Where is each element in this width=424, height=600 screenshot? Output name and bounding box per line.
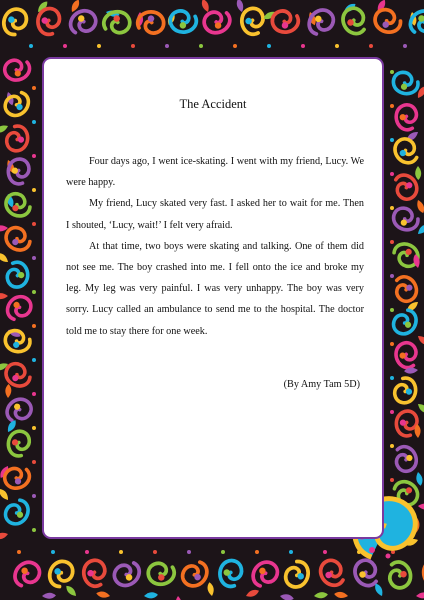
decorative-leaf xyxy=(415,166,421,180)
decorative-leaf xyxy=(415,471,424,486)
decorative-dot xyxy=(221,550,225,554)
paisley-motif xyxy=(144,557,178,590)
decorative-dot xyxy=(289,550,293,554)
decorative-dot xyxy=(63,44,67,48)
author-byline: (By Amy Tam 5D) xyxy=(283,379,360,390)
paisley-motif xyxy=(307,7,336,38)
paragraph-3: At that time, two boys were skating and talking. One of them did not see me. The boy crashed into me. I fell onto the ice and broke my leg. My leg was very painful. I was very unhappy. The boy was very sorry. Lucy called an ambulance to send me to the hospital. The doctor told me to stay there for one week. xyxy=(66,240,364,337)
paisley-motif xyxy=(374,9,401,34)
paisley-motif xyxy=(12,558,43,590)
paisley-motif xyxy=(389,273,422,305)
decorative-dot xyxy=(390,70,394,74)
decorative-dot xyxy=(301,44,305,48)
paisley-motif xyxy=(389,443,422,476)
paragraph-1: Four days ago, I went ice-skating. I went with my friend, Lucy. We were happy. xyxy=(66,156,364,189)
decorative-dot xyxy=(369,547,375,553)
paisley-motif xyxy=(3,9,27,36)
decorative-leaf xyxy=(42,592,56,599)
paisley-motif xyxy=(418,556,424,590)
decorative-leaf xyxy=(5,384,12,398)
decorative-leaf xyxy=(206,582,215,597)
decorative-leaf xyxy=(0,123,9,134)
decorative-leaf xyxy=(334,591,349,599)
decorative-dot xyxy=(165,44,169,48)
paisley-motif xyxy=(284,561,309,588)
decorative-dot xyxy=(32,188,36,192)
paisley-motif xyxy=(111,557,143,590)
decorative-dot xyxy=(390,172,394,176)
paisley-motif xyxy=(250,559,280,590)
decorative-leaf xyxy=(0,251,10,264)
decorative-dot xyxy=(390,206,394,210)
decorative-leaf xyxy=(144,592,159,599)
decorative-dot xyxy=(32,86,36,90)
paisley-motif xyxy=(338,4,372,37)
paisley-motif xyxy=(5,226,32,251)
paisley-motif xyxy=(269,5,302,37)
decorative-dot xyxy=(153,550,157,554)
paragraph-2: My friend, Lucy skated very fast. I asked her to wait for me. Then I shouted, ‘Lucy, wait!’ I felt very afraid. xyxy=(66,198,364,231)
paisley-motif xyxy=(1,53,34,85)
decorative-dot xyxy=(17,550,21,554)
paisley-motif xyxy=(5,429,33,458)
paisley-motif xyxy=(134,7,167,39)
decorative-dot xyxy=(335,44,339,48)
paisley-motif xyxy=(393,207,419,231)
decorative-leaf xyxy=(96,590,111,599)
decorative-dot xyxy=(323,550,327,554)
decorative-dot xyxy=(390,376,394,380)
decorative-dot xyxy=(386,554,391,559)
decorative-dot xyxy=(390,240,394,244)
paisley-motif xyxy=(316,557,349,589)
paisley-motif xyxy=(3,124,31,153)
paisley-motif xyxy=(79,556,112,590)
decorative-dot xyxy=(51,550,55,554)
decorative-dot xyxy=(29,44,33,48)
decorative-dot xyxy=(32,460,36,464)
paisley-motif xyxy=(391,101,422,133)
decorative-dot xyxy=(119,550,123,554)
decorative-dot xyxy=(97,44,101,48)
decorative-dot xyxy=(32,222,36,226)
paisley-motif xyxy=(180,558,210,589)
decorative-dot xyxy=(85,550,89,554)
paisley-motif xyxy=(49,561,73,587)
decorative-dot xyxy=(32,324,36,328)
decorative-dot xyxy=(32,154,36,158)
decorative-leaf xyxy=(245,588,260,599)
paisley-motif xyxy=(3,89,31,119)
decorative-dot xyxy=(390,444,394,448)
paisley-motif xyxy=(4,498,29,525)
paisley-motif xyxy=(67,6,100,40)
paisley-motif xyxy=(392,70,420,96)
decorative-dot xyxy=(369,44,373,48)
document-title: The Accident xyxy=(179,97,247,111)
decorative-dot xyxy=(390,410,394,414)
paisley-motif xyxy=(382,558,416,592)
paisley-motif xyxy=(5,363,31,387)
decorative-dot xyxy=(32,290,36,294)
decorative-leaf xyxy=(0,531,9,541)
decorative-dot xyxy=(403,44,407,48)
decorative-dot xyxy=(32,494,36,498)
paisley-motif xyxy=(391,136,423,167)
decorative-dot xyxy=(390,274,394,278)
decorative-dot xyxy=(255,550,259,554)
document-body xyxy=(66,151,364,342)
decorative-leaf xyxy=(279,593,294,600)
paisley-motif xyxy=(100,6,134,39)
decorative-leaf xyxy=(418,503,424,510)
paisley-motif xyxy=(350,556,384,589)
paisley-motif xyxy=(5,293,34,323)
decorative-dot xyxy=(131,44,135,48)
decorative-dot xyxy=(32,120,36,124)
decorative-dot xyxy=(390,138,394,142)
decorative-dot xyxy=(199,44,203,48)
paisley-motif xyxy=(5,193,31,217)
decorative-leaf xyxy=(314,591,329,598)
paisley-motif xyxy=(216,558,246,590)
decorative-leaf xyxy=(416,402,424,416)
decorative-leaf xyxy=(0,487,10,502)
decorative-leaf xyxy=(200,0,211,13)
paisley-motif xyxy=(392,308,417,335)
paisley-motif xyxy=(3,394,34,426)
decorative-leaf xyxy=(64,584,78,598)
paisley-motif xyxy=(391,339,423,372)
paisley-motif xyxy=(2,259,32,290)
decorative-dot xyxy=(32,358,36,362)
document-page xyxy=(42,57,384,539)
decorative-dot xyxy=(32,426,36,430)
paisley-motif xyxy=(391,376,419,405)
decorative-dot xyxy=(267,44,271,48)
decorative-dot xyxy=(32,528,36,532)
paisley-motif xyxy=(3,328,31,355)
decorative-dot xyxy=(390,104,394,108)
decorative-leaf xyxy=(416,592,424,599)
decorative-leaf xyxy=(175,596,182,600)
decorative-dot xyxy=(187,550,191,554)
paisley-motif xyxy=(1,461,34,494)
decorative-leaf xyxy=(415,199,424,214)
decorative-dot xyxy=(390,478,394,482)
decorative-leaf xyxy=(416,334,424,347)
decorative-leaf xyxy=(0,293,8,299)
decorative-dot xyxy=(233,44,237,48)
decorative-dot xyxy=(390,342,394,346)
decorative-dot xyxy=(390,308,394,312)
decorative-dot xyxy=(32,256,36,260)
paisley-motif xyxy=(167,5,200,37)
decorative-dot xyxy=(32,392,36,396)
